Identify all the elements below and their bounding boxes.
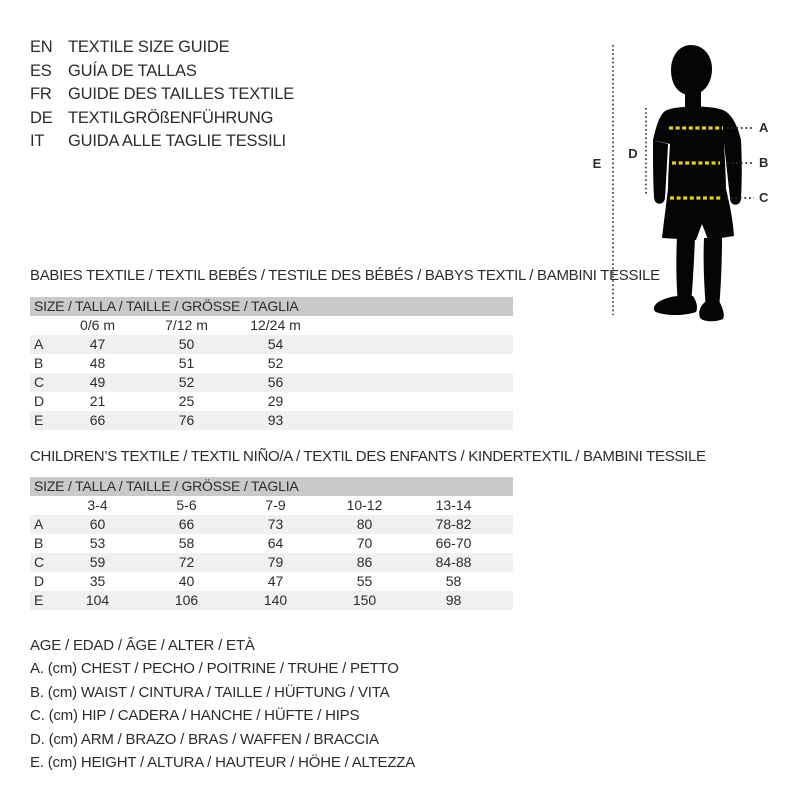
- legend-line-arm: D. (cm) ARM / BRAZO / BRAS / WAFFEN / BRACCIA: [30, 730, 379, 748]
- table-row: [30, 534, 513, 553]
- corner-cell: [30, 316, 53, 335]
- filler-cell: [498, 534, 513, 553]
- language-title: GUIDA ALLE TAGLIE TESSILI: [68, 132, 286, 150]
- table-row: [30, 591, 513, 610]
- babies-size-table: [30, 297, 513, 430]
- measure-label-a: A: [759, 120, 769, 135]
- table-cell: 106: [174, 592, 199, 608]
- silhouette-left-leg: [676, 236, 695, 304]
- row-label: C: [34, 554, 45, 570]
- table-cell: 47: [267, 573, 284, 589]
- language-row: [30, 83, 294, 107]
- table-cell: 54: [267, 336, 284, 352]
- table-cell: 48: [89, 355, 106, 371]
- table-cell: 49: [89, 374, 106, 390]
- column-header: 7-9: [265, 497, 286, 513]
- table-cell: 78-82: [435, 516, 472, 532]
- language-code: IT: [30, 132, 45, 150]
- table-cell: 52: [178, 374, 195, 390]
- table-cell: 86: [356, 554, 373, 570]
- table-cell: 98: [445, 592, 462, 608]
- language-title: GUÍA DE TALLAS: [68, 61, 197, 80]
- table-cell: 51: [178, 355, 195, 371]
- language-list: [30, 36, 294, 154]
- table-cell: 79: [267, 554, 284, 570]
- measure-label-d: D: [628, 146, 638, 161]
- table-cell: 66: [89, 412, 106, 428]
- table-row: [30, 392, 513, 411]
- row-label: B: [34, 355, 44, 371]
- language-title: TEXTILGRÖßENFÜHRUNG: [68, 108, 274, 127]
- table-row: [30, 373, 513, 392]
- silhouette-right-shoe: [699, 301, 724, 321]
- filler-cell: [320, 373, 513, 392]
- filler-cell: [320, 411, 513, 430]
- language-code: FR: [30, 85, 52, 103]
- silhouette-left-shoe: [654, 296, 697, 315]
- language-row: [30, 36, 294, 60]
- column-header: 5-6: [176, 497, 197, 513]
- babies-column-header-row: [30, 316, 513, 335]
- row-label: D: [34, 573, 45, 589]
- column-header: 10-12: [346, 497, 383, 513]
- language-title: TEXTILE SIZE GUIDE: [68, 38, 230, 56]
- silhouette-left-arm: [653, 140, 668, 204]
- measure-label-b: B: [759, 155, 769, 170]
- row-label: E: [34, 412, 44, 428]
- children-section-title: CHILDREN’S TEXTILE / TEXTIL NIÑO/A / TEXTIL DES ENFANTS / KINDERTEXTIL / BAMBINI TESSILE: [30, 448, 706, 465]
- column-header: 12/24 m: [250, 317, 301, 333]
- table-cell: 35: [89, 573, 106, 589]
- row-label: A: [34, 336, 44, 352]
- table-row: [30, 553, 513, 572]
- language-code: DE: [30, 108, 53, 127]
- children-size-table: [30, 477, 513, 610]
- children-column-header-row: [30, 496, 513, 515]
- table-cell: 21: [89, 393, 106, 409]
- filler-cell: [320, 354, 513, 373]
- silhouette-right-leg: [704, 238, 722, 309]
- table-cell: 72: [178, 554, 195, 570]
- table-cell: 150: [352, 592, 377, 608]
- legend-line-height: E. (cm) HEIGHT / ALTURA / HAUTEUR / HÖHE / ALTEZZA: [30, 754, 416, 772]
- table-cell: 84-88: [435, 554, 472, 570]
- filler-cell: [498, 572, 513, 591]
- column-header: 13-14: [435, 497, 472, 513]
- babies-size-header-bar: SIZE / TALLA / TAILLE / GRÖSSE / TAGLIA: [30, 297, 513, 316]
- table-cell: 76: [178, 412, 195, 428]
- row-label: D: [34, 393, 45, 409]
- legend-line-chest: A. (cm) CHEST / PECHO / POITRINE / TRUHE / PETTO: [30, 660, 399, 678]
- measurement-legend: [30, 634, 415, 774]
- table-row: [30, 411, 513, 430]
- column-header: 3-4: [87, 497, 108, 513]
- table-row: [30, 572, 513, 591]
- table-cell: 40: [178, 573, 195, 589]
- table-cell: 80: [356, 516, 373, 532]
- legend-line-waist: B. (cm) WAIST / CINTURA / TAILLE / HÜFTUNG / VITA: [30, 683, 390, 701]
- column-header: 0/6 m: [79, 317, 115, 333]
- table-row: [30, 354, 513, 373]
- language-row: [30, 107, 294, 131]
- language-code: EN: [30, 38, 53, 56]
- table-cell: 52: [267, 355, 284, 371]
- table-cell: 47: [89, 336, 106, 352]
- table-cell: 93: [267, 412, 284, 428]
- row-label: A: [34, 516, 44, 532]
- table-cell: 70: [356, 535, 373, 551]
- table-cell: 66-70: [435, 535, 472, 551]
- language-code: ES: [30, 61, 52, 80]
- table-cell: 104: [85, 592, 110, 608]
- row-label: E: [34, 592, 44, 608]
- filler-cell: [498, 591, 513, 610]
- language-row: [30, 60, 294, 84]
- silhouette-neck: [685, 86, 701, 110]
- babies-section-title: BABIES TEXTILE / TEXTIL BEBÉS / TESTILE DES BÉBÉS / BABYS TEXTIL / BAMBINI TESSILE: [30, 267, 660, 284]
- table-cell: 50: [178, 336, 195, 352]
- corner-cell: [30, 496, 53, 515]
- table-cell: 29: [267, 393, 284, 409]
- filler-cell: [498, 553, 513, 572]
- filler-cell: [320, 316, 513, 335]
- table-row: [30, 515, 513, 534]
- table-cell: 60: [89, 516, 106, 532]
- filler-cell: [320, 335, 513, 354]
- table-cell: 53: [89, 535, 106, 551]
- children-size-header-bar: SIZE / TALLA / TAILLE / GRÖSSE / TAGLIA: [30, 477, 513, 496]
- column-header: 7/12 m: [165, 317, 208, 333]
- table-cell: 56: [267, 374, 284, 390]
- measure-label-c: C: [759, 190, 769, 205]
- language-title: GUIDE DES TAILLES TEXTILE: [68, 85, 295, 103]
- row-label: C: [34, 374, 45, 390]
- table-cell: 59: [89, 554, 106, 570]
- legend-line-hip: C. (cm) HIP / CADERA / HANCHE / HÜFTE / HIPS: [30, 707, 360, 725]
- table-cell: 66: [178, 516, 195, 532]
- filler-cell: [320, 392, 513, 411]
- table-cell: 25: [178, 393, 195, 409]
- table-cell: 58: [445, 573, 462, 589]
- table-cell: 73: [267, 516, 284, 532]
- table-cell: 64: [267, 535, 284, 551]
- language-row: [30, 130, 294, 154]
- filler-cell: [498, 515, 513, 534]
- child-silhouette: [653, 45, 742, 321]
- measure-label-e: E: [592, 156, 602, 171]
- table-cell: 55: [356, 573, 373, 589]
- filler-cell: [498, 496, 513, 515]
- legend-line-age: AGE / EDAD / ÂGE / ALTER / ETÀ: [30, 637, 255, 654]
- row-label: B: [34, 535, 44, 551]
- table-row: [30, 335, 513, 354]
- table-cell: 58: [178, 535, 195, 551]
- table-cell: 140: [263, 592, 288, 608]
